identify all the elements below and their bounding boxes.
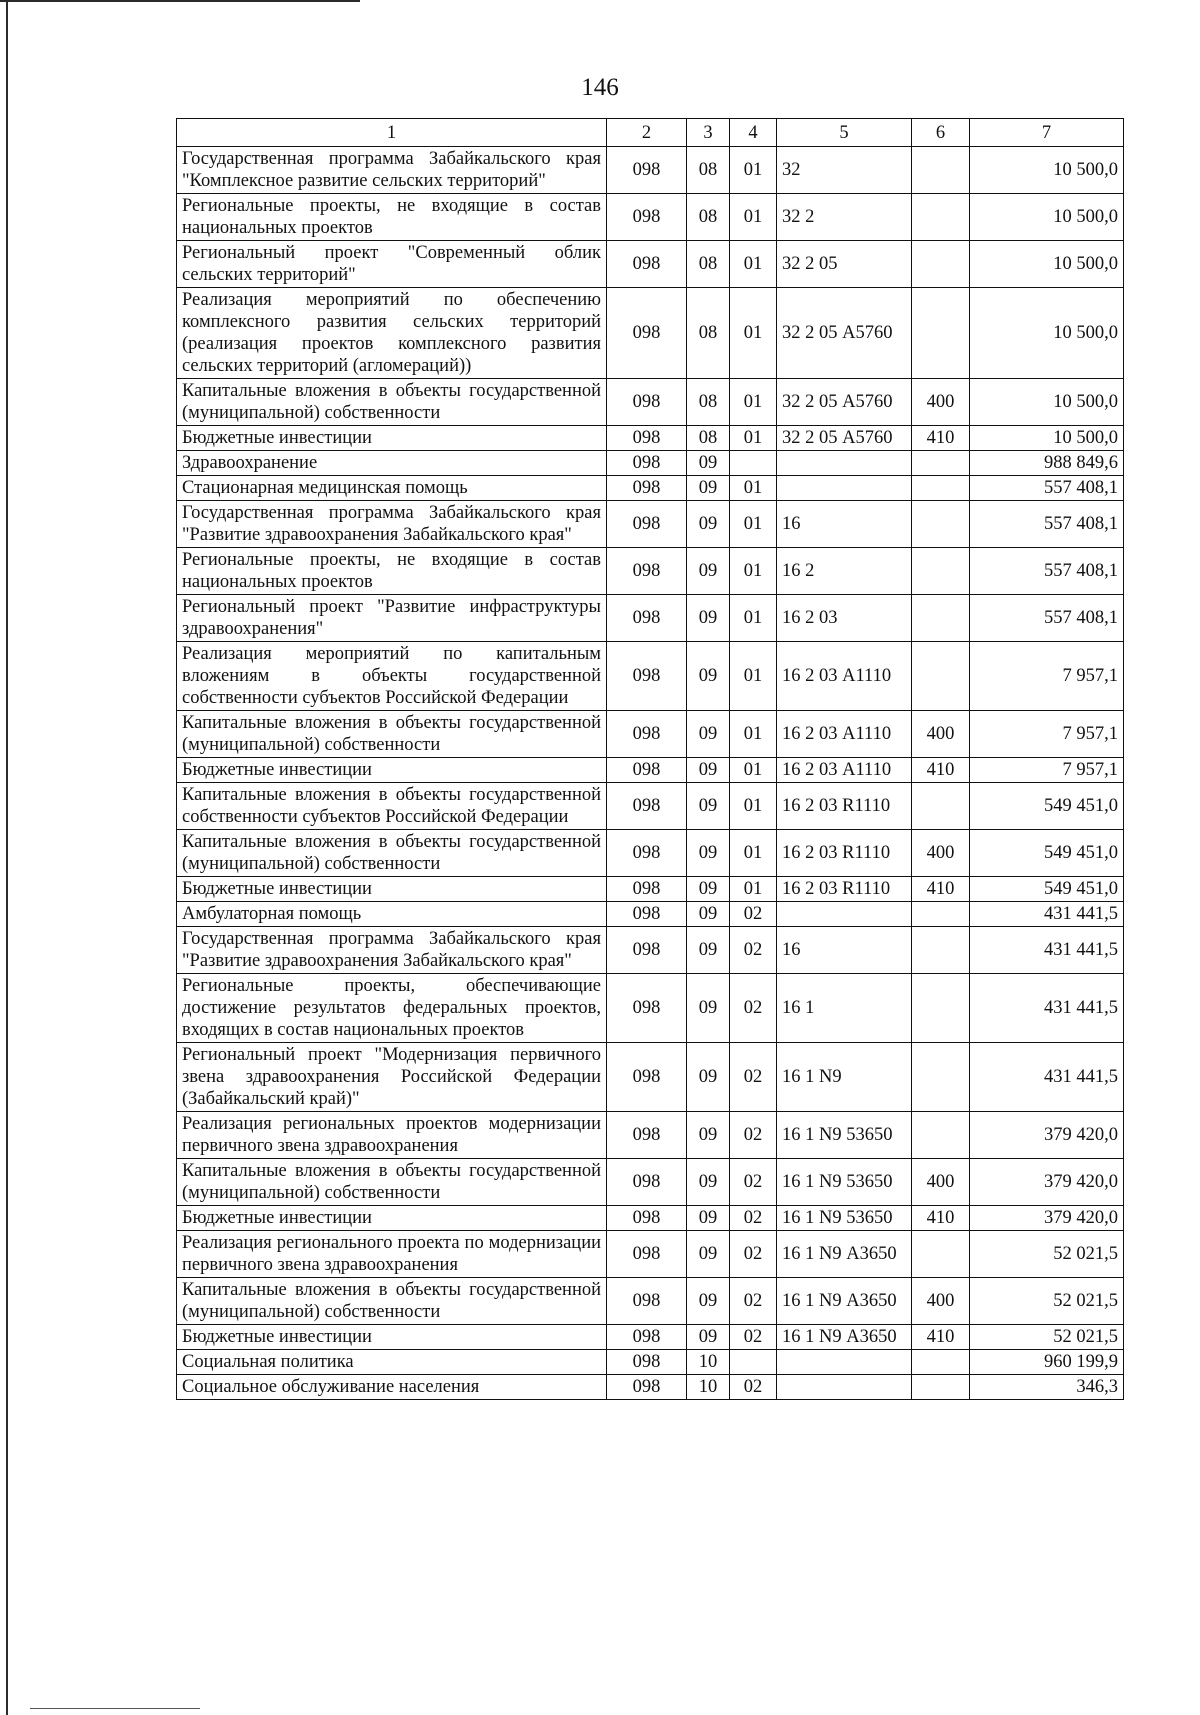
cell-col3: 10 — [687, 1350, 730, 1375]
cell-amount: 549 451,0 — [970, 877, 1124, 902]
column-header: 3 — [687, 119, 730, 147]
cell-col5: 32 — [777, 147, 912, 194]
cell-col6 — [912, 451, 970, 476]
cell-col5 — [777, 1350, 912, 1375]
cell-col3: 08 — [687, 426, 730, 451]
cell-col5: 16 2 03 R1110 — [777, 830, 912, 877]
row-name: Социальная политика — [177, 1350, 607, 1375]
table-body — [177, 147, 1124, 1400]
cell-amount: 7 957,1 — [970, 711, 1124, 758]
cell-col3: 09 — [687, 711, 730, 758]
cell-col4: 02 — [730, 1375, 777, 1400]
cell-col6 — [912, 783, 970, 830]
cell-col6 — [912, 927, 970, 974]
cell-col5: 32 2 05 — [777, 241, 912, 288]
row-name: Капитальные вложения в объекты государственной (муниципальной) собственности — [177, 1278, 607, 1325]
cell-col4: 02 — [730, 902, 777, 927]
cell-col6 — [912, 902, 970, 927]
cell-col4: 01 — [730, 379, 777, 426]
cell-col3: 09 — [687, 1043, 730, 1112]
cell-col4: 01 — [730, 476, 777, 501]
cell-col2: 098 — [607, 476, 687, 501]
cell-col3: 10 — [687, 1375, 730, 1400]
table-header-row — [177, 119, 1124, 147]
row-name: Капитальные вложения в объекты государственной (муниципальной) собственности — [177, 379, 607, 426]
row-name: Региональный проект "Современный облик сельских территорий" — [177, 241, 607, 288]
cell-col4: 01 — [730, 830, 777, 877]
table-row — [177, 758, 1124, 783]
cell-amount: 557 408,1 — [970, 548, 1124, 595]
scan-edge-top — [0, 0, 360, 2]
cell-col2: 098 — [607, 451, 687, 476]
cell-col3: 09 — [687, 548, 730, 595]
table-row — [177, 1231, 1124, 1278]
cell-col2: 098 — [607, 426, 687, 451]
cell-col5: 16 1 N9 А3650 — [777, 1231, 912, 1278]
cell-col3: 09 — [687, 451, 730, 476]
cell-col6 — [912, 1231, 970, 1278]
cell-amount: 7 957,1 — [970, 758, 1124, 783]
cell-amount: 10 500,0 — [970, 426, 1124, 451]
cell-col3: 09 — [687, 758, 730, 783]
cell-col4: 01 — [730, 241, 777, 288]
cell-col5: 16 2 03 R1110 — [777, 783, 912, 830]
cell-amount: 379 420,0 — [970, 1159, 1124, 1206]
row-name: Реализация мероприятий по обеспечению комплексного развития сельских территорий (реализация проектов комплексного развития сельских территорий (агломераций)) — [177, 288, 607, 379]
row-name: Региональные проекты, обеспечивающие достижение результатов федеральных проектов, входящих в состав национальных проектов — [177, 974, 607, 1043]
table-row — [177, 194, 1124, 241]
table-row — [177, 974, 1124, 1043]
scan-edge-bottom — [30, 1708, 200, 1709]
table-row — [177, 476, 1124, 501]
cell-col3: 09 — [687, 1231, 730, 1278]
cell-col3: 08 — [687, 241, 730, 288]
cell-col4: 01 — [730, 147, 777, 194]
cell-col2: 098 — [607, 194, 687, 241]
cell-col2: 098 — [607, 974, 687, 1043]
cell-col2: 098 — [607, 1112, 687, 1159]
row-name: Региональный проект "Модернизация первичного звена здравоохранения Российской Федерации (Забайкальский край)" — [177, 1043, 607, 1112]
cell-col3: 08 — [687, 194, 730, 241]
cell-col6 — [912, 501, 970, 548]
cell-col4: 01 — [730, 595, 777, 642]
row-name: Здравоохранение — [177, 451, 607, 476]
cell-col4: 02 — [730, 1159, 777, 1206]
cell-amount: 988 849,6 — [970, 451, 1124, 476]
cell-col4: 01 — [730, 877, 777, 902]
cell-col5: 32 2 05 А5760 — [777, 288, 912, 379]
cell-col5: 16 1 N9 53650 — [777, 1159, 912, 1206]
cell-col6 — [912, 241, 970, 288]
cell-amount: 7 957,1 — [970, 642, 1124, 711]
cell-col6 — [912, 476, 970, 501]
table-row — [177, 1350, 1124, 1375]
cell-col3: 09 — [687, 1112, 730, 1159]
cell-amount: 346,3 — [970, 1375, 1124, 1400]
cell-col3: 09 — [687, 642, 730, 711]
row-name: Государственная программа Забайкальского края "Развитие здравоохранения Забайкальского края" — [177, 927, 607, 974]
cell-col6: 400 — [912, 379, 970, 426]
cell-col4 — [730, 451, 777, 476]
cell-col2: 098 — [607, 877, 687, 902]
table-row — [177, 595, 1124, 642]
table-row — [177, 877, 1124, 902]
cell-col3: 09 — [687, 830, 730, 877]
cell-col6: 400 — [912, 830, 970, 877]
cell-col4: 01 — [730, 426, 777, 451]
cell-col6: 400 — [912, 711, 970, 758]
cell-amount: 557 408,1 — [970, 476, 1124, 501]
cell-col4: 01 — [730, 501, 777, 548]
cell-col3: 09 — [687, 1325, 730, 1350]
cell-col3: 09 — [687, 902, 730, 927]
cell-col2: 098 — [607, 548, 687, 595]
cell-col2: 098 — [607, 147, 687, 194]
cell-col2: 098 — [607, 241, 687, 288]
row-name: Капитальные вложения в объекты государственной собственности субъектов Российской Федерации — [177, 783, 607, 830]
cell-col6 — [912, 194, 970, 241]
cell-col5: 32 2 — [777, 194, 912, 241]
cell-col2: 098 — [607, 830, 687, 877]
cell-amount: 557 408,1 — [970, 501, 1124, 548]
cell-amount: 52 021,5 — [970, 1278, 1124, 1325]
cell-col5: 16 2 03 R1110 — [777, 877, 912, 902]
row-name: Бюджетные инвестиции — [177, 1206, 607, 1231]
column-header: 6 — [912, 119, 970, 147]
cell-col2: 098 — [607, 927, 687, 974]
cell-amount: 10 500,0 — [970, 194, 1124, 241]
scan-edge-left — [6, 0, 8, 1715]
cell-col5 — [777, 476, 912, 501]
cell-col5: 16 2 03 А1110 — [777, 758, 912, 783]
cell-col2: 098 — [607, 288, 687, 379]
cell-amount: 52 021,5 — [970, 1231, 1124, 1278]
cell-col2: 098 — [607, 783, 687, 830]
table-row — [177, 426, 1124, 451]
cell-col5 — [777, 1375, 912, 1400]
cell-col2: 098 — [607, 1375, 687, 1400]
cell-amount: 379 420,0 — [970, 1206, 1124, 1231]
cell-col5: 16 2 03 А1110 — [777, 711, 912, 758]
cell-amount: 549 451,0 — [970, 830, 1124, 877]
cell-col5: 16 1 N9 53650 — [777, 1112, 912, 1159]
cell-col3: 09 — [687, 783, 730, 830]
row-name: Социальное обслуживание населения — [177, 1375, 607, 1400]
table-row — [177, 902, 1124, 927]
cell-amount: 431 441,5 — [970, 902, 1124, 927]
cell-col3: 09 — [687, 476, 730, 501]
table-row — [177, 548, 1124, 595]
table-row — [177, 1043, 1124, 1112]
row-name: Бюджетные инвестиции — [177, 1325, 607, 1350]
cell-col6 — [912, 642, 970, 711]
cell-col4: 01 — [730, 783, 777, 830]
table-row — [177, 379, 1124, 426]
cell-col2: 098 — [607, 501, 687, 548]
cell-amount: 431 441,5 — [970, 1043, 1124, 1112]
cell-col2: 098 — [607, 1043, 687, 1112]
cell-col6: 410 — [912, 426, 970, 451]
cell-col6 — [912, 147, 970, 194]
table-row — [177, 451, 1124, 476]
cell-col4: 02 — [730, 1206, 777, 1231]
cell-col4: 02 — [730, 927, 777, 974]
row-name: Реализация региональных проектов модернизации первичного звена здравоохранения — [177, 1112, 607, 1159]
cell-col5: 16 — [777, 501, 912, 548]
cell-col2: 098 — [607, 379, 687, 426]
column-header: 1 — [177, 119, 607, 147]
cell-col2: 098 — [607, 642, 687, 711]
cell-col3: 09 — [687, 1206, 730, 1231]
table-row — [177, 1325, 1124, 1350]
cell-col6 — [912, 288, 970, 379]
cell-col4: 01 — [730, 548, 777, 595]
cell-col6: 410 — [912, 1206, 970, 1231]
table-row — [177, 1206, 1124, 1231]
cell-col6 — [912, 1043, 970, 1112]
cell-amount: 431 441,5 — [970, 974, 1124, 1043]
cell-col3: 09 — [687, 974, 730, 1043]
cell-amount: 52 021,5 — [970, 1325, 1124, 1350]
cell-col4: 01 — [730, 288, 777, 379]
cell-col5: 32 2 05 А5760 — [777, 379, 912, 426]
cell-col5 — [777, 902, 912, 927]
cell-col2: 098 — [607, 758, 687, 783]
cell-col5: 16 1 N9 А3650 — [777, 1278, 912, 1325]
cell-col3: 08 — [687, 379, 730, 426]
cell-col3: 09 — [687, 1159, 730, 1206]
cell-col4: 02 — [730, 1278, 777, 1325]
table-row — [177, 830, 1124, 877]
cell-col2: 098 — [607, 1278, 687, 1325]
cell-col6: 410 — [912, 1325, 970, 1350]
cell-amount: 557 408,1 — [970, 595, 1124, 642]
cell-col5: 16 1 N9 — [777, 1043, 912, 1112]
row-name: Бюджетные инвестиции — [177, 426, 607, 451]
cell-col5: 16 2 03 А1110 — [777, 642, 912, 711]
row-name: Стационарная медицинская помощь — [177, 476, 607, 501]
cell-col6 — [912, 1375, 970, 1400]
table-row — [177, 1375, 1124, 1400]
cell-col6 — [912, 548, 970, 595]
table-row — [177, 1278, 1124, 1325]
cell-col6: 400 — [912, 1159, 970, 1206]
cell-amount: 549 451,0 — [970, 783, 1124, 830]
cell-col3: 09 — [687, 877, 730, 902]
cell-col3: 08 — [687, 288, 730, 379]
cell-col4: 02 — [730, 1325, 777, 1350]
cell-col2: 098 — [607, 1206, 687, 1231]
row-name: Государственная программа Забайкальского края "Комплексное развитие сельских территорий" — [177, 147, 607, 194]
cell-col5 — [777, 451, 912, 476]
row-name: Реализация регионального проекта по модернизации первичного звена здравоохранения — [177, 1231, 607, 1278]
cell-col6 — [912, 974, 970, 1043]
row-name: Региональные проекты, не входящие в состав национальных проектов — [177, 194, 607, 241]
cell-col4: 01 — [730, 642, 777, 711]
table-row — [177, 711, 1124, 758]
row-name: Капитальные вложения в объекты государственной (муниципальной) собственности — [177, 830, 607, 877]
cell-amount: 10 500,0 — [970, 147, 1124, 194]
cell-col4: 01 — [730, 758, 777, 783]
cell-col5: 16 1 — [777, 974, 912, 1043]
column-header: 5 — [777, 119, 912, 147]
cell-col6 — [912, 1350, 970, 1375]
row-name: Амбулаторная помощь — [177, 902, 607, 927]
cell-col6 — [912, 1112, 970, 1159]
column-header: 4 — [730, 119, 777, 147]
cell-amount: 960 199,9 — [970, 1350, 1124, 1375]
budget-table — [176, 118, 1124, 1400]
cell-col5: 16 2 — [777, 548, 912, 595]
cell-col4: 02 — [730, 1043, 777, 1112]
cell-col3: 09 — [687, 501, 730, 548]
cell-col4: 01 — [730, 194, 777, 241]
column-header: 2 — [607, 119, 687, 147]
table-row — [177, 241, 1124, 288]
table-row — [177, 288, 1124, 379]
cell-col6: 400 — [912, 1278, 970, 1325]
row-name: Капитальные вложения в объекты государственной (муниципальной) собственности — [177, 711, 607, 758]
cell-col3: 09 — [687, 1278, 730, 1325]
cell-amount: 10 500,0 — [970, 288, 1124, 379]
row-name: Реализация мероприятий по капитальным вложениям в объекты государственной собственности субъектов Российской Федерации — [177, 642, 607, 711]
table-row — [177, 642, 1124, 711]
cell-col4: 02 — [730, 1112, 777, 1159]
table-row — [177, 147, 1124, 194]
row-name: Бюджетные инвестиции — [177, 877, 607, 902]
row-name: Региональные проекты, не входящие в состав национальных проектов — [177, 548, 607, 595]
row-name: Региональный проект "Развитие инфраструктуры здравоохранения" — [177, 595, 607, 642]
table-row — [177, 783, 1124, 830]
row-name: Капитальные вложения в объекты государственной (муниципальной) собственности — [177, 1159, 607, 1206]
cell-col3: 08 — [687, 147, 730, 194]
page-number: 146 — [581, 74, 619, 101]
cell-col2: 098 — [607, 1325, 687, 1350]
cell-col2: 098 — [607, 1159, 687, 1206]
cell-col2: 098 — [607, 902, 687, 927]
cell-col2: 098 — [607, 1350, 687, 1375]
cell-col5: 32 2 05 А5760 — [777, 426, 912, 451]
row-name: Бюджетные инвестиции — [177, 758, 607, 783]
table-row — [177, 1159, 1124, 1206]
cell-col2: 098 — [607, 1231, 687, 1278]
cell-col4: 01 — [730, 711, 777, 758]
cell-col2: 098 — [607, 711, 687, 758]
cell-col4: 02 — [730, 1231, 777, 1278]
cell-col2: 098 — [607, 595, 687, 642]
column-header: 7 — [970, 119, 1124, 147]
table-row — [177, 1112, 1124, 1159]
cell-col5: 16 1 N9 53650 — [777, 1206, 912, 1231]
cell-col6: 410 — [912, 758, 970, 783]
cell-col5: 16 — [777, 927, 912, 974]
cell-amount: 379 420,0 — [970, 1112, 1124, 1159]
cell-col4 — [730, 1350, 777, 1375]
cell-col3: 09 — [687, 595, 730, 642]
cell-amount: 10 500,0 — [970, 241, 1124, 288]
cell-amount: 431 441,5 — [970, 927, 1124, 974]
cell-col5: 16 2 03 — [777, 595, 912, 642]
table-row — [177, 927, 1124, 974]
cell-col6: 410 — [912, 877, 970, 902]
table-row — [177, 501, 1124, 548]
row-name: Государственная программа Забайкальского края "Развитие здравоохранения Забайкальского края" — [177, 501, 607, 548]
cell-amount: 10 500,0 — [970, 379, 1124, 426]
cell-col3: 09 — [687, 927, 730, 974]
cell-col6 — [912, 595, 970, 642]
cell-col4: 02 — [730, 974, 777, 1043]
cell-col5: 16 1 N9 А3650 — [777, 1325, 912, 1350]
